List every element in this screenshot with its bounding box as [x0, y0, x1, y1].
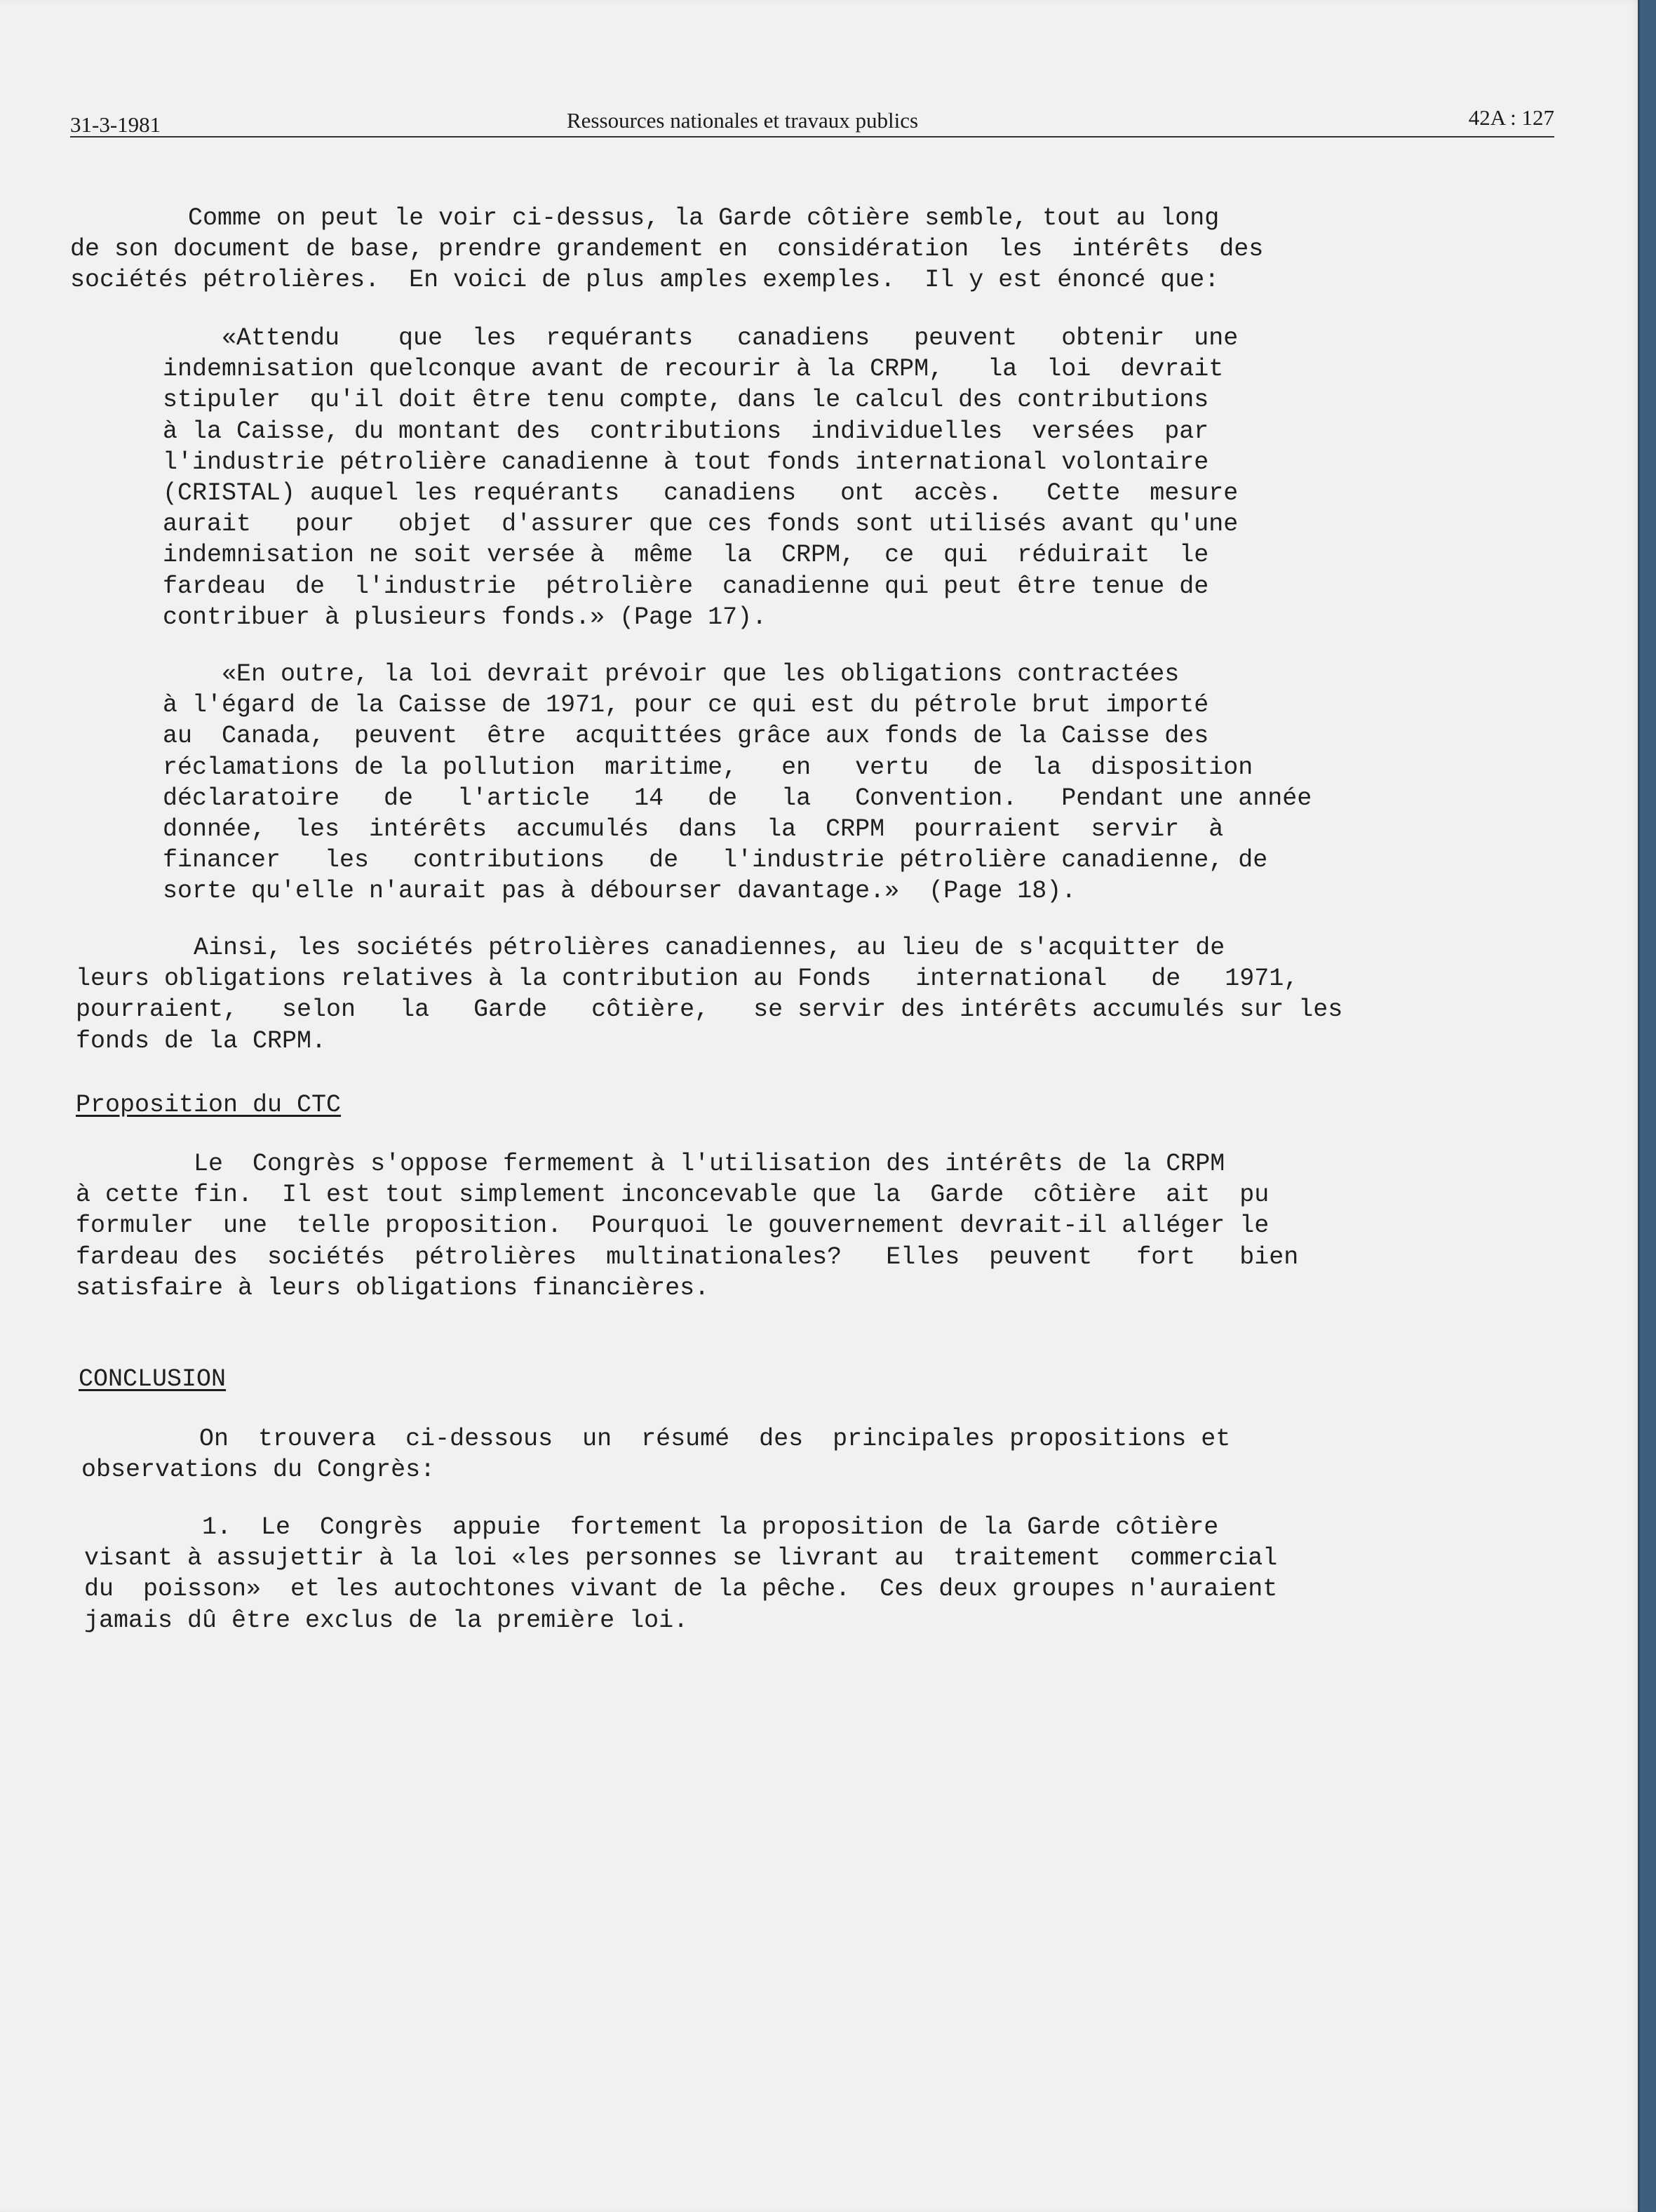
quote-page-18: «En outre, la loi devrait prévoir que les obligations contractées à l'égard de la Caisse de 1971, pour ce qui est du pétrole brut importé au Canada, peuvent être acquittées grâce aux fonds de la Caisse des réclamations de la pollution maritime, en vertu de la disposition déclaratoire de l'article 14 de la Convention. Pendant une année donnée, les intérêts accumulés dans la CRPM pourraient servir à financer les contributions de l'industrie pétrolière canadienne, de sorte qu'elle n'aurait pas à débourser davantage.» (Page 18).: [163, 660, 1312, 906]
summary-paragraph: Ainsi, les sociétés pétrolières canadiennes, au lieu de s'acquitter de leurs obligations relatives à la contribution au Fonds international de 1971, pourraient, selon la Garde côtière, se servir des intérêts accumulés sur les fonds de la CRPM.: [76, 934, 1343, 1055]
conclusion-paragraph: On trouvera ci-dessous un résumé des principales propositions et observations du Congrès:: [81, 1425, 1231, 1484]
page-header: [70, 105, 1554, 138]
header-date: 31-3-1981: [70, 112, 161, 137]
header-rule: [70, 136, 1554, 138]
header-page-number: 42A : 127: [1468, 105, 1554, 130]
opposition-paragraph: Le Congrès s'oppose fermement à l'utilisation des intérêts de la CRPM à cette fin. Il est tout simplement inconcevable que la Garde côtière ait pu formuler une telle proposition. Pourquoi le gouvernement devrait-il alléger le fardeau des sociétés pétrolières multinationales? Elles peuvent fort bien satisfaire à leurs obligations financières.: [76, 1150, 1299, 1302]
section-heading-proposition: Proposition du CTC: [76, 1091, 342, 1119]
page-edge-binding: [1638, 0, 1656, 2212]
quote-page-17: «Attendu que les requérants canadiens peuvent obtenir une indemnisation quelconque avant de recourir à la CRPM, la loi devrait stipuler qu'il doit être tenu compte, dans le calcul des contributions à la Caisse, du montant des contributions individuelles versées par l'industrie pétrolière canadienne à tout fonds international volontaire (CRISTAL) auquel les requérants canadiens ont accès. Cette mesure aurait pour objet d'assurer que ces fonds sont utilisés avant qu'une indemnisation ne soit versée à même la CRPM, ce qui réduirait le fardeau de l'industrie pétrolière canadienne qui peut être tenue de contribuer à plusieurs fonds.» (Page 17).: [163, 324, 1239, 631]
header-title: Ressources nationales et travaux publics: [567, 108, 919, 133]
section-heading-conclusion: CONCLUSION: [79, 1365, 227, 1393]
intro-paragraph: Comme on peut le voir ci-dessus, la Garde côtière semble, tout au long de son document de base, prendre grandement en considération les intérêts des sociétés pétrolières. En voici de plus amples exemples. Il y est énoncé que:: [70, 204, 1264, 295]
conclusion-item-1: 1. Le Congrès appuie fortement la proposition de la Garde côtière visant à assujettir à la loi «les personnes se livrant au traitement commercial du poisson» et les autochtones vivant de la pêche. Ces deux groupes n'auraient jamais dû être exclus de la première loi.: [84, 1513, 1278, 1635]
